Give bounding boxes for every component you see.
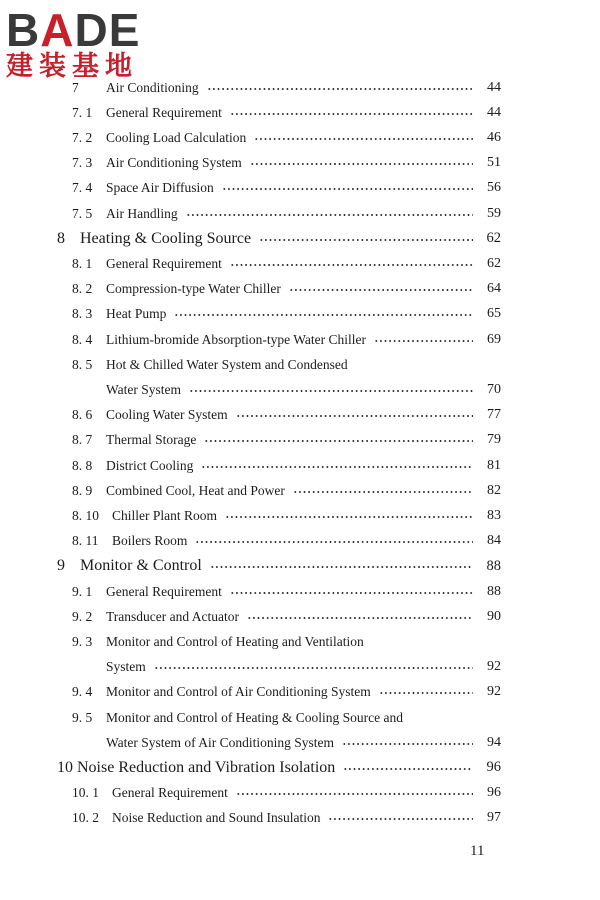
toc-entry-page: 77 [487,407,501,423]
toc-entry-page: 51 [487,155,501,171]
toc-entry-title: System [106,659,146,675]
toc-entry-number: 8. 9 [72,482,93,498]
logo-wordmark: BADE [6,4,141,56]
toc-entry-number: 7. 5 [72,205,93,221]
toc-entry-page: 62 [486,230,501,247]
toc-section-entry[interactable] [72,579,501,604]
toc-entry-page: 59 [487,205,501,221]
toc-section-entry[interactable] [72,503,501,528]
dot-leader [254,138,473,140]
toc-chapter-entry[interactable] [57,554,501,579]
dot-leader [259,239,473,241]
toc-entry-page: 46 [487,129,501,145]
toc-entry-title: General Requirement [106,583,222,599]
toc-entry-title: Space Air Diffusion [106,180,214,196]
toc-entry-title: Boilers Room [112,533,188,549]
dot-leader [195,541,473,543]
dot-leader [154,667,473,669]
toc-section-entry[interactable] [72,629,501,654]
toc-section-entry[interactable] [72,806,501,831]
toc-entry-number: 7. 1 [72,104,93,120]
toc-entry-continuation[interactable] [106,655,501,680]
toc-entry-number: 7 [72,79,79,95]
bade-logo [6,6,140,82]
toc-section-entry[interactable] [72,705,501,730]
dot-leader [374,340,473,342]
toc-entry-title: Heat Pump [106,306,167,322]
toc-section-entry[interactable] [72,403,501,428]
toc-entry-number: 8. 2 [72,281,93,297]
toc-entry-number: 9. 1 [72,583,93,599]
toc-entry-page: 92 [487,659,501,675]
toc-entry-number: 8. 5 [72,356,93,372]
toc-entry-page: 70 [487,381,501,397]
toc-section-entry[interactable] [72,125,501,150]
toc-entry-page: 44 [487,79,501,95]
toc-entry-number: 10. 1 [72,785,99,801]
toc-section-entry[interactable] [72,352,501,377]
toc-entry-title: Transducer and Actuator [106,608,239,624]
dot-leader [343,768,473,770]
toc-entry-page: 88 [487,583,501,599]
toc-section-entry[interactable] [72,327,501,352]
toc-entry-number: 8. 6 [72,407,93,423]
toc-entry-number: 7. 4 [72,180,93,196]
toc-entry-number: 10. 2 [72,810,99,826]
dot-leader [222,188,473,190]
toc-entry-page: 88 [486,557,501,574]
dot-leader [207,88,473,90]
toc-entry-title: Heating & Cooling Source [80,229,252,247]
toc-entry-title: Monitor and Control of Heating and Ventilation [106,633,364,649]
toc-entry-title: Noise Reduction and Vibration Isolation [77,758,336,776]
toc-entry-page: 96 [486,759,501,776]
toc-entry-title: Compression-type Water Chiller [106,281,281,297]
toc-entry-page: 96 [487,785,501,801]
toc-entry-title: Monitor & Control [80,557,202,575]
toc-entry-title: Noise Reduction and Sound Insulation [112,810,321,826]
toc-section-entry[interactable] [72,151,501,176]
toc-entry-page: 94 [487,734,501,750]
toc-entry-title: Combined Cool, Heat and Power [106,482,285,498]
toc-section-entry[interactable] [72,277,501,302]
toc-entry-title: Cooling Water System [106,407,228,423]
toc-entry-page: 44 [487,104,501,120]
toc-entry-title: Water System of Air Conditioning System [106,734,335,750]
toc-entry-title: District Cooling [106,457,194,473]
toc-entry-page: 82 [487,482,501,498]
toc-entry-page: 64 [487,281,501,297]
toc-entry-continuation[interactable] [106,377,501,402]
toc-entry-page: 81 [487,457,501,473]
toc-entry-page: 79 [487,432,501,448]
dot-leader [230,264,473,266]
toc-entry-number: 9. 2 [72,608,93,624]
toc-entry-number: 8. 7 [72,432,93,448]
toc-entry-title: Cooling Load Calculation [106,129,247,145]
toc-section-entry[interactable] [72,453,501,478]
dot-leader [236,415,473,417]
toc-entry-page: 84 [487,533,501,549]
toc-entry-title: General Requirement [112,785,228,801]
toc-entry-continuation[interactable] [106,730,501,755]
toc-chapter-entry[interactable] [57,226,501,251]
toc-entry-title: Air Conditioning System [106,155,242,171]
dot-leader [289,289,473,291]
toc-entry-title: Monitor and Control of Heating & Cooling Source and [106,709,403,725]
toc-section-entry[interactable] [72,781,501,806]
toc-entry-page: 92 [487,684,501,700]
toc-entry-number: 8. 8 [72,457,93,473]
page-number: 11 [470,843,485,859]
toc-entry-title: Air Handling [106,205,178,221]
toc-entry-page: 62 [487,255,501,271]
toc-entry-title: Air Conditioning [106,79,199,95]
toc-section-entry[interactable] [72,604,501,629]
dot-leader [186,214,473,216]
toc-entry-number: 8. 1 [72,255,93,271]
toc-section-entry[interactable] [72,428,501,453]
toc-section-entry[interactable] [72,100,501,125]
toc-entry-number: 10 [57,758,73,776]
toc-entry-number: 8. 10 [72,507,99,523]
dot-leader [225,516,473,518]
toc-entry-number: 8. 11 [72,533,99,549]
toc-section-entry[interactable] [72,176,501,201]
dot-leader [201,466,473,468]
dot-leader [247,617,473,619]
dot-leader [293,491,473,493]
toc-entry-title: General Requirement [106,255,222,271]
toc-entry-number: 9. 4 [72,684,93,700]
toc-entry-title: Lithium-bromide Absorption-type Water Chiller [106,331,366,347]
dot-leader [236,793,473,795]
toc-entry-page: 83 [487,507,501,523]
logo-chinese-text: 建装基地 [6,51,138,82]
dot-leader [230,592,473,594]
toc-entry-number: 8. 4 [72,331,93,347]
dot-leader [342,743,473,745]
toc-section-entry[interactable] [72,529,501,554]
dot-leader [210,566,473,568]
toc-section-entry[interactable] [72,302,501,327]
toc-entry-page: 65 [487,306,501,322]
dot-leader [328,818,473,820]
toc-section-entry[interactable] [72,201,501,226]
toc-entry-number: 9. 3 [72,633,93,649]
toc-entry-title: Hot & Chilled Water System and Condensed [106,356,348,372]
toc-section-entry[interactable] [72,478,501,503]
toc-entry-number: 9. 5 [72,709,93,725]
toc-entry-number: 8. 3 [72,306,93,322]
dot-leader [189,390,473,392]
toc-entry-number: 8 [57,229,65,247]
toc-entry-title: Water System [106,381,182,397]
toc-entry-title: Chiller Plant Room [112,507,218,523]
toc-chapter-entry[interactable] [57,755,501,780]
toc-entry-title: Monitor and Control of Air Conditioning System [106,684,371,700]
toc-entry-number: 9 [57,557,65,575]
dot-leader [250,163,473,165]
dot-leader [204,440,473,442]
toc-entry-number: 7. 3 [72,155,93,171]
toc-section-entry[interactable] [72,680,501,705]
toc-entry-page: 69 [487,331,501,347]
toc-entry-title: General Requirement [106,104,222,120]
toc-entry-page: 56 [487,180,501,196]
dot-leader [174,314,473,316]
dot-leader [379,692,473,694]
toc-entry-title: Thermal Storage [106,432,197,448]
toc-entry-page: 90 [487,608,501,624]
dot-leader [230,113,473,115]
toc-entry-page: 97 [487,810,501,826]
toc-entry-number: 7. 2 [72,129,93,145]
toc-section-entry[interactable] [72,251,501,276]
